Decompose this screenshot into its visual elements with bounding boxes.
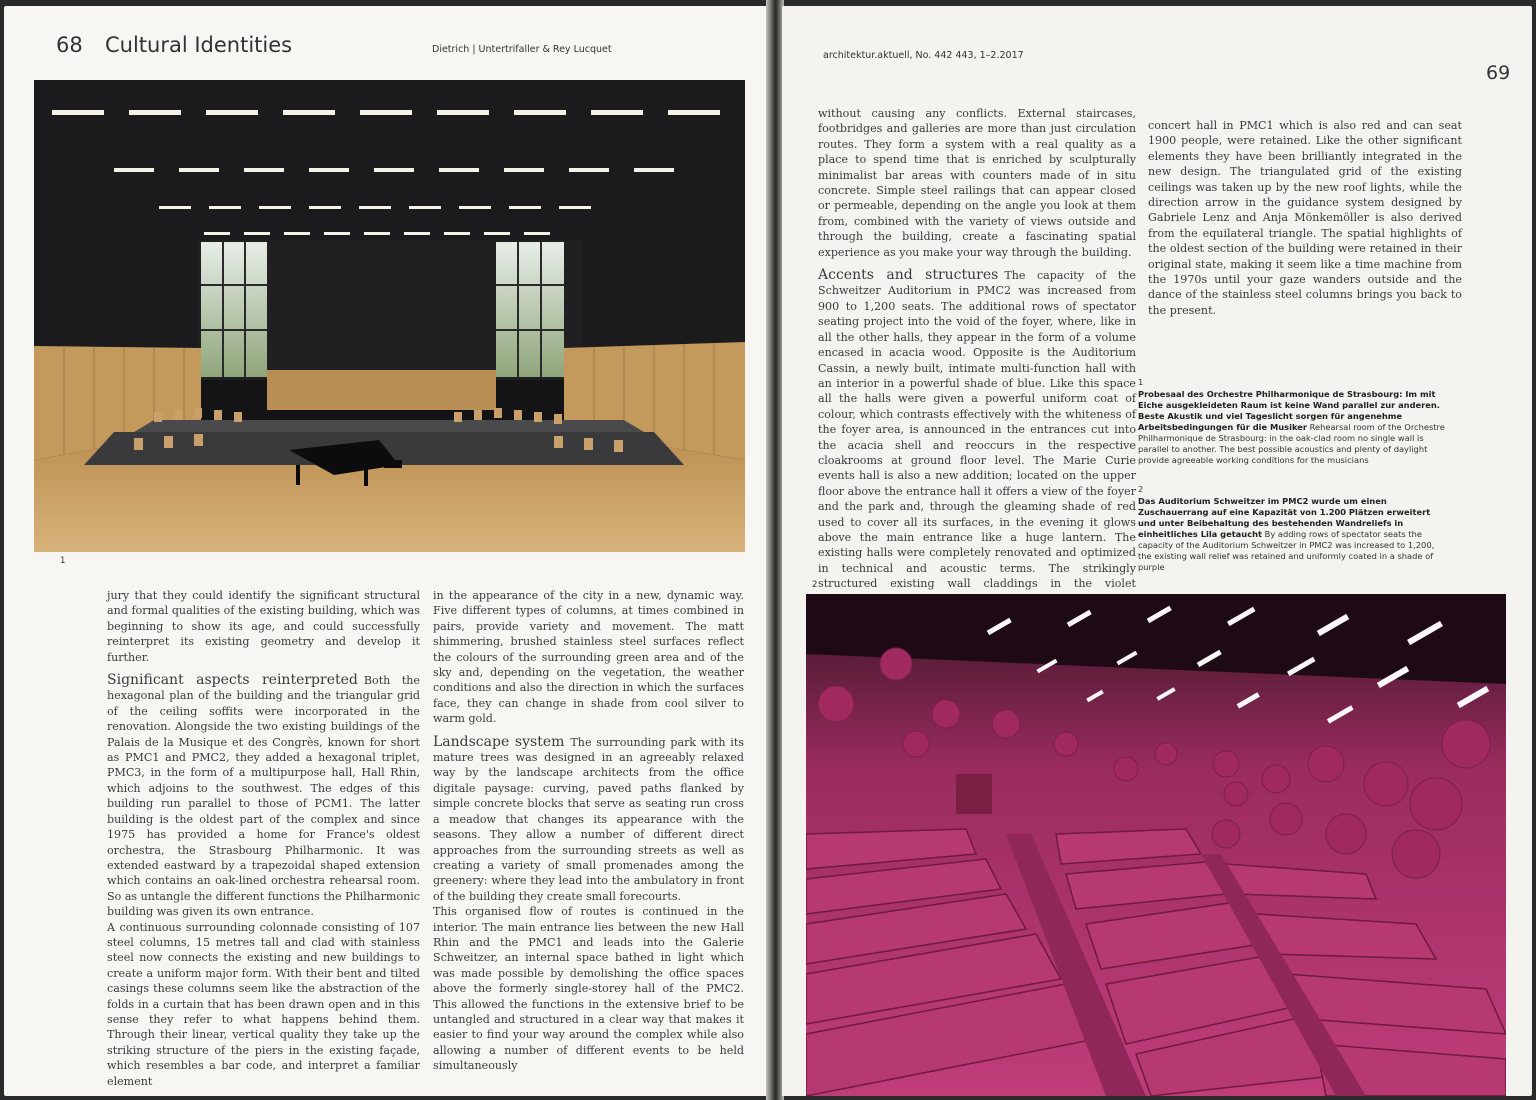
- caption-english: Rehearsal room of the Orchestre Philharmonique de Strasbourg: in the oak-clad room no single wall is parallel to another. The best possible acoustics and plenty of daylight provide agreeable working conditions for the musicians: [1138, 422, 1445, 465]
- figure-2-number: 2: [812, 580, 818, 590]
- right-column-2: [1148, 118, 1462, 318]
- paragraph: This organised flow of routes is continued in the interior. The main entrance lies between the new Hall Rhin and the PMC1 and leads into the Galerie Schweitzer, an internal space bathed in light which was made possible by demolishing the office spaces above the formerly single-storey hall of the PMC2. This allowed the functions in the extensive brief to be untangled and structured in a clear way that makes it easier to find your way around the complex while also allowing a number of different events to be held simultaneously: [433, 905, 744, 1073]
- caption-number: 1: [1138, 377, 1144, 387]
- auditorium-photo: [806, 594, 1506, 1096]
- page-number-right: 69: [1486, 62, 1511, 84]
- subheading-significant-aspects: Significant aspects reinterpreted: [107, 672, 358, 689]
- paragraph: in the appearance of the city in a new, dynamic way. Five different types of columns, at times combined in pairs, provide variety and movement. The matt shimmering, brushed stainless steel surfaces reflect the colours of the surrounding green area and of the sky and, depending on the vegetation, the weather conditions and also the direction in which the surfaces face, they can change in shade from cool silver to warm gold.: [433, 589, 744, 726]
- caption-1: [1138, 377, 1454, 466]
- page-number-left: 68: [56, 33, 83, 57]
- right-column-1: [818, 106, 1136, 607]
- section-title: Cultural Identities: [105, 33, 293, 57]
- rehearsal-hall-photo: [34, 80, 745, 552]
- paragraph: without causing any conflicts. External staircases, footbridges and galleries are more than just circulation routes. They form a system with a real quality as a place to spend time that is enriched by sculpturally minimalist bar areas with counters made of in situ concrete. Simple steel railings that can appear closed or permeable, depending on the angle you look at them from, combined with the variety of views outside and through the building, create a fascinating spatial experience as you make your way through the building.: [818, 107, 1136, 259]
- figure-1-number: 1: [60, 556, 66, 566]
- caption-german: Probesaal des Orchestre Philharmonique de Strasbourg: Im mit Eiche ausgekleideten Raum ist keine Wand parallel zur anderen. Beste Akustik und viel Tageslicht sorgen für angenehme Arbeitsbedingungen für die Musiker: [1138, 389, 1440, 432]
- left-column-2: [433, 588, 744, 1074]
- paragraph: Significant aspects reinterpreted Both the hexagonal plan of the building and the triangular grid of the ceiling soffits were incorporated in the renovation. Alongside the two existing buildings of the Palais de la Musique et des Congrès, known for short as PMC1 and PMC2, they added a hexagonal triplet, PMC3, in the form of a multipurpose hall, Hall Rhin, which adjoins to the southwest. The edges of this building run parallel to those of PCM1. The latter building is the oldest part of the complex and since 1975 has provided a home for France's oldest orchestra, the Strasbourg Philharmonic. It was extended eastward by a trapezoidal shaped extension which contains an oak-lined orchestra rehearsal room. So as untangle the different functions the Philharmonic building was given its own entrance.: [107, 672, 420, 919]
- subheading-accents-structures: Accents and structures: [818, 267, 999, 284]
- caption-german: Das Auditorium Schweitzer im PMC2 wurde um einen Zuschauerrang auf eine Kapazität von 1.200 Plätzen erweitert und unter Beibehaltung des bestehenden Wandreliefs in einheitliches Lila getaucht: [1138, 496, 1431, 539]
- left-page: [4, 6, 770, 1096]
- paragraph: jury that they could identify the significant structural and formal qualities of the existing building, which was beginning to show its age, and could successfully reinterpret its existing geometry and develop it further.: [107, 589, 420, 664]
- paragraph: Landscape system The surrounding park with its mature trees was designed in an agreeably relaxed way by the landscape architects from the office digitale paysage: curving, paved paths flanked by simple concrete blocks that serve as seating run cross a meadow that changes its appearance with the seasons. They allow a number of different direct approaches from the surrounding streets as well as creating a variety of small promenades among the greenery: where they lead into the ambulatory in front of the building they create small forecourts.: [433, 733, 744, 903]
- caption-number: 2: [1138, 484, 1144, 494]
- journal-reference: architektur.aktuell, No. 442 443, 1–2.2017: [823, 50, 1024, 61]
- caption-english: By adding rows of spectator seats the capacity of the Auditorium Schweitzer in PMC2 was increased to 1,200, the existing wall relief was retained and uniformly coated in a shade of purple: [1138, 529, 1435, 572]
- paragraph: Accents and structures The capacity of the Schweitzer Auditorium in PMC2 was increased from 900 to 1,200 seats. The additional rows of spectator seating project into the void of the foyer, where, like in all the other halls, they appear in the form of a volume encased in acacia wood. Opposite is the Auditorium Cassin, a newly built, intimate multi-function hall with an interior in a powerful shade of blue. Like this space all the halls were given a powerful uniform coat of colour, which contrasts effectively with the whiteness of the foyer area, is announced in the entrances cut into the acacia shell and reoccurs in the respective cloakrooms at ground floor level. The Marie Curie events hall is also a new addition; located on the upper floor above the entrance hall it offers a view of the foyer and the park and, through the gleaming shade of red used to cover all its surfaces, in the evening it glows above the main entrance like a huge lantern. The existing halls were completely renovated and optimized in technical and acoustic terms. The strikingly structured existing wall claddings in the violet: [818, 267, 1137, 591]
- right-page: [782, 6, 1532, 1096]
- paragraph: concert hall in PMC1 which is also red and can seat 1900 people, were retained. Like the other significant elements they have been brilliantly integrated in the new design. The triangulated grid of the existing ceilings was taken up by the new roof lights, while the direction arrow in the guidance system designed by Gabriele Lenz and Anja Mönkemöller is also derived from the equilateral triangle. The spatial highlights of the oldest section of the building were retained in their original state, making it seem like a time machine from the 1970s until your gaze wanders outside and the dance of the stainless steel columns brings you back to the present.: [1148, 119, 1462, 317]
- subheading-landscape-system: Landscape system: [433, 733, 565, 750]
- article-authors: Dietrich | Untertrifaller & Rey Lucquet: [432, 44, 612, 55]
- caption-2: [1138, 484, 1438, 573]
- paragraph: A continuous surrounding colonnade consisting of 107 steel columns, 15 metres tall and clad with stainless steel now connects the existing and new buildings to create a uniform major form. With their bent and tilted casings these columns seem like the abstraction of the folds in a curtain that has been drawn open and in this sense they refer to what happens behind them. Through their linear, vertical quality they take up the striking structure of the piers in the existing façade, which resembles a bar code, and interpret a familiar element: [107, 920, 420, 1088]
- left-column-1: [107, 588, 420, 1089]
